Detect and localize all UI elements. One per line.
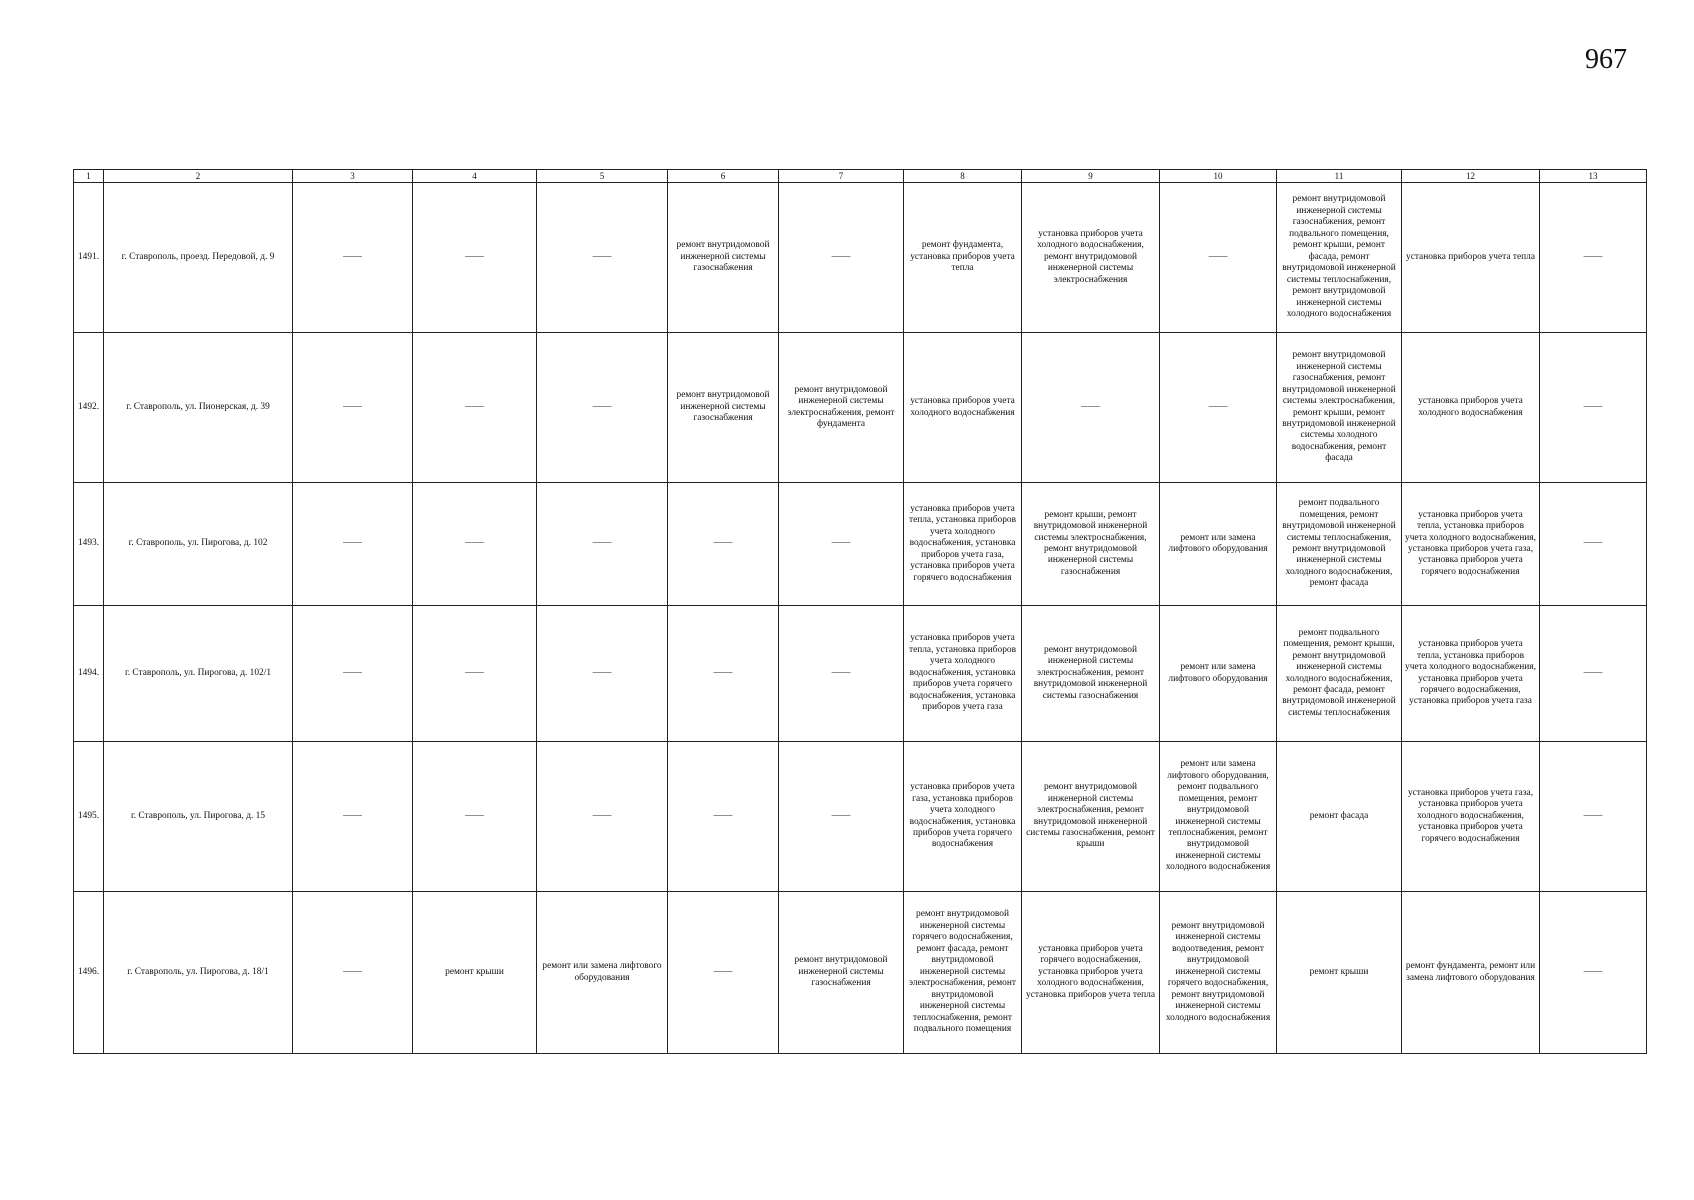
cell-col-4: ——	[413, 183, 537, 333]
cell-col-5: ——	[537, 183, 668, 333]
cell-col-4: ——	[413, 742, 537, 892]
cell-col-5: ремонт или замена лифтового оборудования	[537, 892, 668, 1054]
cell-col-4: ремонт крыши	[413, 892, 537, 1054]
column-header-4: 4	[413, 170, 537, 183]
cell-col-13: ——	[1540, 892, 1647, 1054]
table-row	[74, 333, 1647, 483]
cell-col-5: ——	[537, 606, 668, 742]
row-number: 1496.	[74, 892, 104, 1054]
cell-col-7: ——	[779, 483, 904, 606]
address-cell: г. Ставрополь, ул. Пирогова, д. 15	[104, 742, 293, 892]
cell-col-11: ремонт подвального помещения, ремонт внутридомовой инженерной системы теплоснабжения, ремонт внутридомовой инженерной системы холодного водоснабжения, ремонт фасада	[1277, 483, 1402, 606]
cell-col-12: установка приборов учета холодного водоснабжения	[1402, 333, 1540, 483]
cell-col-10: ремонт внутридомовой инженерной системы водоотведения, ремонт внутридомовой инженерной системы горячего водоснабжения, ремонт внутридомовой инженерной системы холодного водоснабжения	[1160, 892, 1277, 1054]
row-number: 1493.	[74, 483, 104, 606]
capital-repair-table	[73, 169, 1647, 1054]
cell-col-6: ——	[668, 483, 779, 606]
table-row	[74, 183, 1647, 333]
cell-col-9: ремонт внутридомовой инженерной системы электроснабжения, ремонт внутридомовой инженерной системы газоснабжения	[1022, 606, 1160, 742]
column-header-11: 11	[1277, 170, 1402, 183]
cell-col-3: ——	[293, 606, 413, 742]
column-header-2: 2	[104, 170, 293, 183]
cell-col-9: установка приборов учета горячего водоснабжения, установка приборов учета холодного водоснабжения, установка приборов учета тепла	[1022, 892, 1160, 1054]
cell-col-6: ——	[668, 742, 779, 892]
column-header-12: 12	[1402, 170, 1540, 183]
column-header-13: 13	[1540, 170, 1647, 183]
table-row	[74, 742, 1647, 892]
cell-col-12: установка приборов учета тепла, установка приборов учета холодного водоснабжения, установка приборов учета горячего водоснабжения, установка приборов учета газа	[1402, 606, 1540, 742]
cell-col-8: установка приборов учета тепла, установка приборов учета холодного водоснабжения, установка приборов учета горячего водоснабжения, установка приборов учета газа	[904, 606, 1022, 742]
table-row	[74, 483, 1647, 606]
cell-col-5: ——	[537, 333, 668, 483]
cell-col-11: ремонт внутридомовой инженерной системы газоснабжения, ремонт подвального помещения, ремонт крыши, ремонт фасада, ремонт внутридомовой инженерной системы теплоснабжения, ремонт внутридомовой инженерной системы холодного водоснабжения	[1277, 183, 1402, 333]
cell-col-5: ——	[537, 742, 668, 892]
cell-col-13: ——	[1540, 483, 1647, 606]
cell-col-9: ——	[1022, 333, 1160, 483]
column-header-9: 9	[1022, 170, 1160, 183]
cell-col-9: установка приборов учета холодного водоснабжения, ремонт внутридомовой инженерной системы электроснабжения	[1022, 183, 1160, 333]
column-number-header	[74, 170, 1647, 183]
cell-col-10: ремонт или замена лифтового оборудования, ремонт подвального помещения, ремонт внутридомовой инженерной системы теплоснабжения, ремонт внутридомовой инженерной системы холодного водоснабжения	[1160, 742, 1277, 892]
cell-col-3: ——	[293, 333, 413, 483]
cell-col-6: ремонт внутридомовой инженерной системы газоснабжения	[668, 183, 779, 333]
cell-col-8: установка приборов учета тепла, установка приборов учета холодного водоснабжения, установка приборов учета газа, установка приборов учета горячего водоснабжения	[904, 483, 1022, 606]
cell-col-4: ——	[413, 483, 537, 606]
cell-col-8: установка приборов учета холодного водоснабжения	[904, 333, 1022, 483]
cell-col-3: ——	[293, 483, 413, 606]
cell-col-12: установка приборов учета тепла, установка приборов учета холодного водоснабжения, установка приборов учета газа, установка приборов учета горячего водоснабжения	[1402, 483, 1540, 606]
row-number: 1491.	[74, 183, 104, 333]
cell-col-12: установка приборов учета газа, установка приборов учета холодного водоснабжения, установка приборов учета горячего водоснабжения	[1402, 742, 1540, 892]
cell-col-10: ——	[1160, 183, 1277, 333]
row-number: 1494.	[74, 606, 104, 742]
cell-col-8: ремонт фундамента, установка приборов учета тепла	[904, 183, 1022, 333]
cell-col-8: ремонт внутридомовой инженерной системы горячего водоснабжения, ремонт фасада, ремонт внутридомовой инженерной системы электроснабжения, ремонт внутридомовой инженерной системы теплоснабжения, ремонт подвального помещения	[904, 892, 1022, 1054]
column-header-6: 6	[668, 170, 779, 183]
column-header-3: 3	[293, 170, 413, 183]
cell-col-4: ——	[413, 606, 537, 742]
page-number: 967	[1585, 44, 1627, 75]
cell-col-11: ремонт внутридомовой инженерной системы газоснабжения, ремонт внутридомовой инженерной системы электроснабжения, ремонт крыши, ремонт внутридомовой инженерной системы холодного водоснабжения, ремонт фасада	[1277, 333, 1402, 483]
column-header-10: 10	[1160, 170, 1277, 183]
cell-col-3: ——	[293, 742, 413, 892]
cell-col-11: ремонт фасада	[1277, 742, 1402, 892]
column-header-1: 1	[74, 170, 104, 183]
cell-col-10: ——	[1160, 333, 1277, 483]
address-cell: г. Ставрополь, ул. Пионерская, д. 39	[104, 333, 293, 483]
cell-col-5: ——	[537, 483, 668, 606]
column-header-8: 8	[904, 170, 1022, 183]
cell-col-6: ——	[668, 606, 779, 742]
cell-col-13: ——	[1540, 333, 1647, 483]
cell-col-9: ремонт крыши, ремонт внутридомовой инженерной системы электроснабжения, ремонт внутридомовой инженерной системы газоснабжения	[1022, 483, 1160, 606]
cell-col-9: ремонт внутридомовой инженерной системы электроснабжения, ремонт внутридомовой инженерной системы газоснабжения, ремонт крыши	[1022, 742, 1160, 892]
table-row	[74, 892, 1647, 1054]
cell-col-13: ——	[1540, 742, 1647, 892]
row-number: 1495.	[74, 742, 104, 892]
cell-col-7: ——	[779, 606, 904, 742]
row-number: 1492.	[74, 333, 104, 483]
cell-col-7: ремонт внутридомовой инженерной системы электроснабжения, ремонт фундамента	[779, 333, 904, 483]
address-cell: г. Ставрополь, ул. Пирогова, д. 18/1	[104, 892, 293, 1054]
cell-col-10: ремонт или замена лифтового оборудования	[1160, 483, 1277, 606]
column-header-7: 7	[779, 170, 904, 183]
table-row	[74, 606, 1647, 742]
cell-col-8: установка приборов учета газа, установка приборов учета холодного водоснабжения, установка приборов учета горячего водоснабжения	[904, 742, 1022, 892]
cell-col-3: ——	[293, 892, 413, 1054]
cell-col-7: ——	[779, 183, 904, 333]
cell-col-13: ——	[1540, 183, 1647, 333]
cell-col-13: ——	[1540, 606, 1647, 742]
column-header-5: 5	[537, 170, 668, 183]
cell-col-6: ——	[668, 892, 779, 1054]
cell-col-10: ремонт или замена лифтового оборудования	[1160, 606, 1277, 742]
cell-col-4: ——	[413, 333, 537, 483]
address-cell: г. Ставрополь, ул. Пирогова, д. 102	[104, 483, 293, 606]
cell-col-12: установка приборов учета тепла	[1402, 183, 1540, 333]
cell-col-12: ремонт фундамента, ремонт или замена лифтового оборудования	[1402, 892, 1540, 1054]
cell-col-11: ремонт подвального помещения, ремонт крыши, ремонт внутридомовой инженерной системы холодного водоснабжения, ремонт фасада, ремонт внутридомовой инженерной системы теплоснабжения	[1277, 606, 1402, 742]
cell-col-11: ремонт крыши	[1277, 892, 1402, 1054]
address-cell: г. Ставрополь, ул. Пирогова, д. 102/1	[104, 606, 293, 742]
cell-col-7: ремонт внутридомовой инженерной системы газоснабжения	[779, 892, 904, 1054]
address-cell: г. Ставрополь, проезд. Передовой, д. 9	[104, 183, 293, 333]
cell-col-3: ——	[293, 183, 413, 333]
cell-col-7: ——	[779, 742, 904, 892]
cell-col-6: ремонт внутридомовой инженерной системы газоснабжения	[668, 333, 779, 483]
